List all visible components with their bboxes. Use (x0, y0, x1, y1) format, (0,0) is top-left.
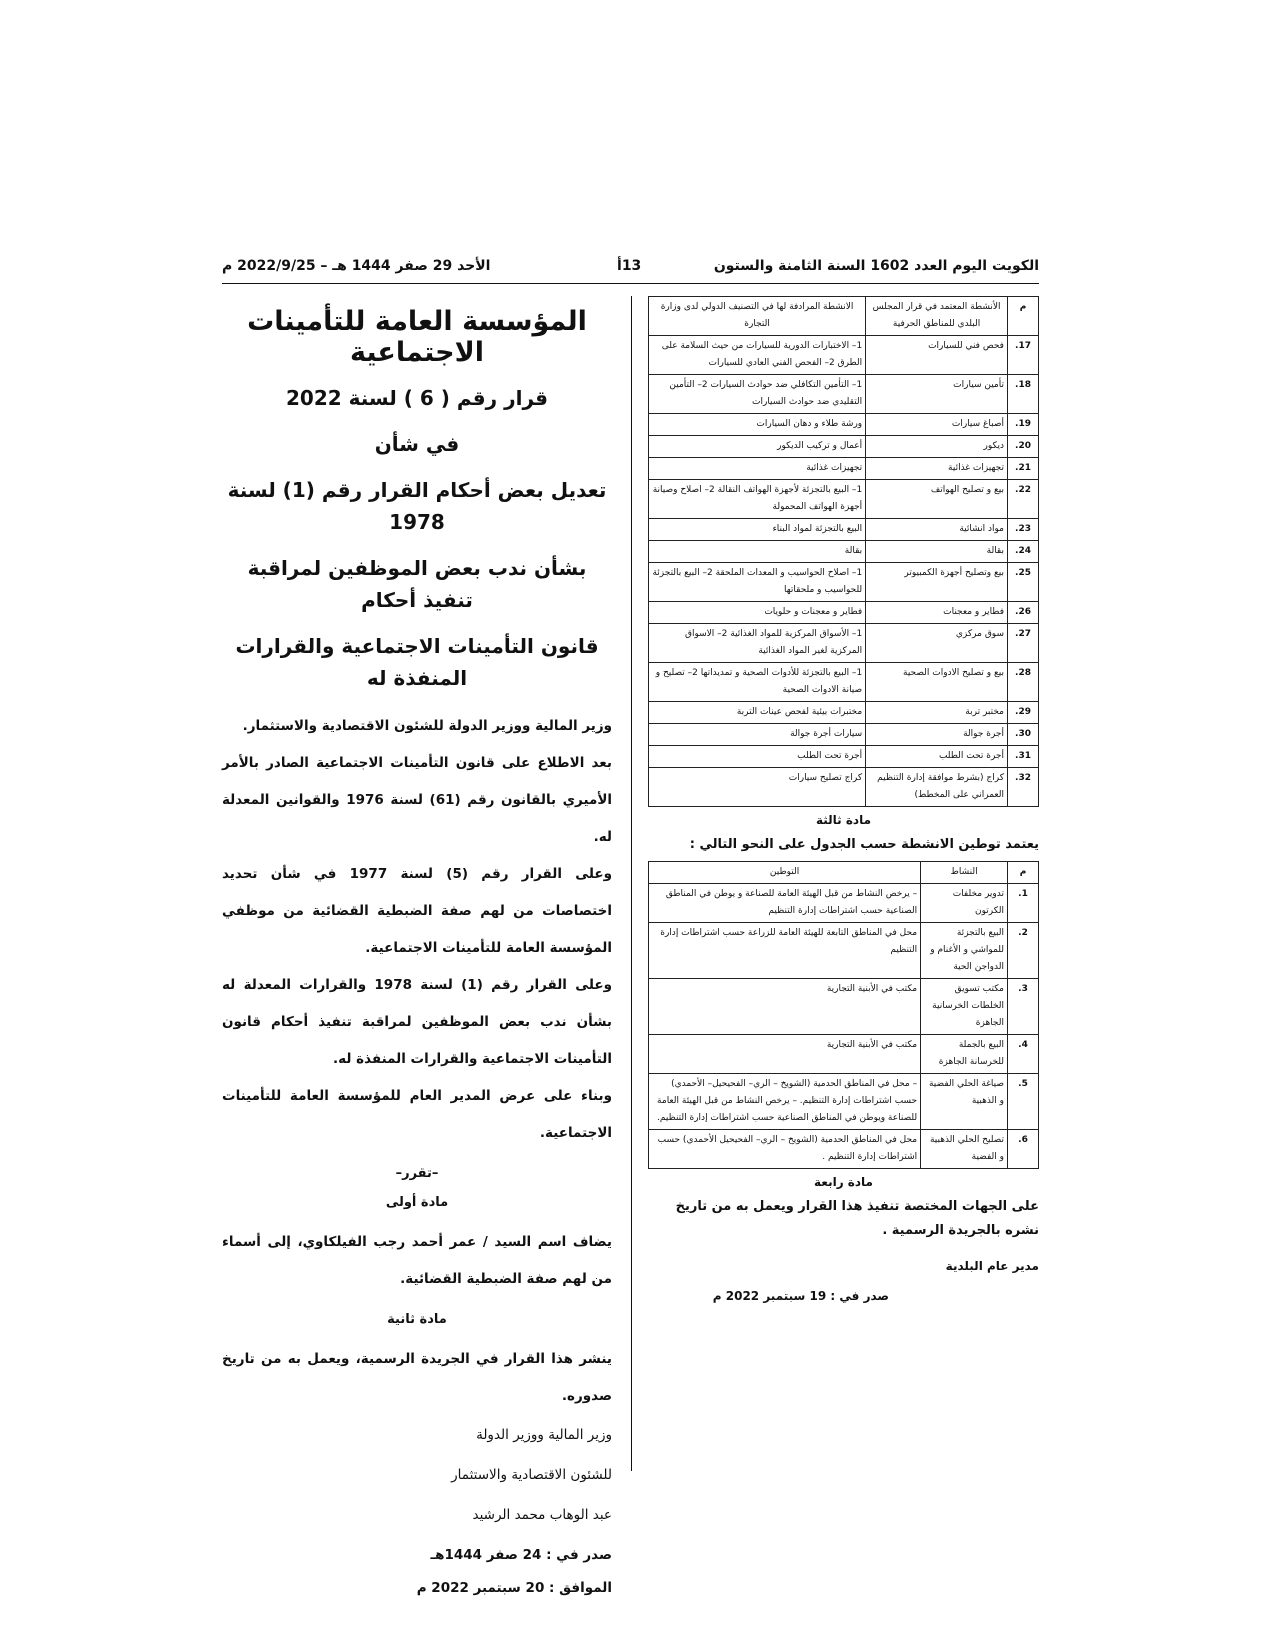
row-number: 24. (1008, 541, 1039, 563)
row-activity: مكتب تسويق الخلطات الخرسانية الجاهزة (921, 979, 1008, 1035)
article-3-text: يعتمد توطين الانشطة حسب الجدول على النحو التالي : (689, 837, 1039, 852)
table-row (649, 724, 1039, 746)
decision-number: قرار رقم ( 6 ) لسنة 2022 (285, 386, 548, 410)
row-detail: البيع بالتجزئة لمواد البناء (649, 519, 866, 541)
col-number-header: م (1008, 862, 1039, 884)
table-header-row (649, 862, 1039, 884)
row-activity: ديكور (866, 436, 1008, 458)
subject-line-1: تعديل بعض أحكام القرار رقم (1) لسنة 1978 (227, 478, 607, 534)
row-activity: البيع بالجملة للخرسانة الجاهزة (921, 1035, 1008, 1074)
row-number: 26. (1008, 602, 1039, 624)
article-1-title: مادة أولى (385, 1195, 449, 1210)
row-detail: فطاير و معجنات و حلويات (649, 602, 866, 624)
table-row (649, 979, 1039, 1035)
table-row (649, 480, 1039, 519)
row-activity: أصباغ سيارات (866, 414, 1008, 436)
article-3-title: مادة ثالثة (815, 813, 872, 827)
subject-line-3: قانون التأمينات الاجتماعية والقرارات المنفذة له (235, 634, 599, 690)
row-detail: – محل في المناطق الحدمية (الشويخ – الري– الفحيحيل– الأحمدي) حسب اشتراطات إدارة التنظيم. – يرخص النشاط من قبل الهيئة العامة للصناعة ويوطن في المناطق الصناعية حسب اشتراطات إدارة التنظيم. (649, 1074, 921, 1130)
header-rule (222, 283, 1039, 284)
row-activity: سوق مركزي (866, 624, 1008, 663)
row-activity: فطاير و معجنات (866, 602, 1008, 624)
table-row (649, 1130, 1039, 1169)
row-activity: بيع وتصليح أجهزة الكمبيوتر (866, 563, 1008, 602)
row-number: 30. (1008, 724, 1039, 746)
row-detail: – يرخص النشاط من قبل الهيئة العامة للصناعة و يوطن في المناطق الصناعية حسب اشتراطات إدارة التنظيم (649, 884, 921, 923)
signatory-title-1: وزير المالية ووزير الدولة (476, 1427, 612, 1443)
preamble-decision-1978: وعلى القرار رقم (1) لسنة 1978 والقرارات المعدلة له بشأن ندب بعض الموظفين لمراقبة تنفيذ أحكام قانون التأمينات الاجتماعية والقرارات المنفذة له. (222, 977, 612, 1067)
row-activity: تأمين سيارات (866, 375, 1008, 414)
article-2-text: ينشر هذا القرار في الجريدة الرسمية، ويعمل به من تاريخ صدوره. (222, 1351, 612, 1404)
row-detail: مكتب في الأبنية التجارية (649, 979, 921, 1035)
decide-label: –تقرر– (395, 1166, 439, 1181)
page-header (222, 258, 1039, 282)
signatory-name: عبد الوهاب محمد الرشيد (472, 1507, 612, 1523)
article-2-title: مادة ثانية (387, 1312, 447, 1327)
table-row (649, 624, 1039, 663)
row-detail: تجهيزات غذائية (649, 458, 866, 480)
activities-table (648, 296, 1039, 807)
row-number: 23. (1008, 519, 1039, 541)
row-activity: بيع و تصليح الهواتف (866, 480, 1008, 519)
row-activity: تدوير مخلفات الكرتون (921, 884, 1008, 923)
issue-date: الأحد 29 صفر 1444 هـ – 2022/9/25 م (222, 258, 491, 274)
page-number: 13أ (617, 258, 642, 274)
issued-gregorian: الموافق : 20 سبتمبر 2022 م (416, 1580, 612, 1596)
row-number: 32. (1008, 768, 1039, 807)
preamble-proposal: وبناء على عرض المدير العام للمؤسسة العامة للتأمينات الاجتماعية. (222, 1088, 612, 1141)
gazette-issue: الكويت اليوم العدد 1602 السنة الثامنة والستون (713, 258, 1039, 274)
row-activity: تجهيزات غذائية (866, 458, 1008, 480)
row-number: 21. (1008, 458, 1039, 480)
row-detail: ورشة طلاء و دهان السيارات (649, 414, 866, 436)
row-detail: أعمال و تركيب الديكور (649, 436, 866, 458)
row-number: 22. (1008, 480, 1039, 519)
row-activity: أجرة تحت الطلب (866, 746, 1008, 768)
preamble-decision-1977: وعلى القرار رقم (5) لسنة 1977 في شأن تحديد اختصاصات من لهم صفة الضبطية القضائية من موظفي المؤسسة العامة للتأمينات الاجتماعية. (222, 866, 613, 956)
row-detail: أجرة تحت الطلب (649, 746, 866, 768)
row-number: 29. (1008, 702, 1039, 724)
col-equivalent-header: الانشطة المرادفة لها في التصنيف الدولي لدى وزارة التجارة (649, 297, 866, 336)
row-activity: تصليح الحلي الذهبية و الفضية (921, 1130, 1008, 1169)
row-activity: بيع و تصليح الادوات الصحية (866, 663, 1008, 702)
column-divider (631, 296, 632, 1471)
row-detail: مكتب في الأبنية التجارية (649, 1035, 921, 1074)
row-number: 31. (1008, 746, 1039, 768)
about-label: في شأن (374, 432, 460, 456)
row-number: 27. (1008, 624, 1039, 663)
article-4-title: مادة رابعة (814, 1175, 873, 1189)
row-detail: 1– البيع بالتجزئة للأدوات الصحية و تمديداتها 2– تصليح و صيانة الادوات الصحية (649, 663, 866, 702)
table-row (649, 375, 1039, 414)
table-row (649, 663, 1039, 702)
row-detail: 1– البيع بالتجزئة لأجهزة الهواتف النقالة 2– اصلاح وصيانة أجهزة الهواتف المحمولة (649, 480, 866, 519)
table-row (649, 1074, 1039, 1130)
row-activity: صياغة الحلي الفضية و الذهبية (921, 1074, 1008, 1130)
row-activity: كراج (بشرط موافقة إدارة التنظيم العمراني على المخطط) (866, 768, 1008, 807)
table-row (649, 563, 1039, 602)
row-detail: محل في المناطق الحدمية (الشويخ – الري– الفحيحيل الأحمدي) حسب اشتراطات إدارة التنظيم . (649, 1130, 921, 1169)
table-row (649, 541, 1039, 563)
row-number: 1. (1008, 884, 1039, 923)
row-detail: بقالة (649, 541, 866, 563)
table-row (649, 414, 1039, 436)
table-row (649, 702, 1039, 724)
row-number: 17. (1008, 336, 1039, 375)
row-activity: البيع بالتجزئة للمواشي و الأغنام و الدواجن الحية (921, 923, 1008, 979)
table-row (649, 1035, 1039, 1074)
table-row (649, 436, 1039, 458)
row-number: 6. (1008, 1130, 1039, 1169)
decision-column (222, 296, 612, 1601)
row-number: 20. (1008, 436, 1039, 458)
article-4-text: على الجهات المختصة تنفيذ هذا القرار ويعمل به من تاريخ نشره بالجريدة الرسمية . (675, 1199, 1039, 1238)
table-row (649, 602, 1039, 624)
subject-line-2: بشأن ندب بعض الموظفين لمراقبة تنفيذ أحكام (247, 556, 587, 612)
row-number: 2. (1008, 923, 1039, 979)
article-1-text: يضاف اسم السيد / عمر أحمد رجب الفيلكاوي، إلى أسماء من لهم صفة الضبطية القضائية. (222, 1234, 612, 1287)
municipality-issued-date: صدر في : 19 سبتمبر 2022 م (712, 1289, 889, 1303)
row-number: 25. (1008, 563, 1039, 602)
row-detail: محل في المناطق التابعة للهيئة العامة للزراعة حسب اشتراطات إدارة التنظيم (649, 923, 921, 979)
table-row (649, 746, 1039, 768)
signatory-title-2: للشئون الاقتصادية والاستثمار (451, 1467, 612, 1483)
table-row (649, 884, 1039, 923)
row-detail: مختبرات بيئية لفحص عينات التربة (649, 702, 866, 724)
localization-table (648, 861, 1039, 1169)
table-row (649, 768, 1039, 807)
row-activity: بقالة (866, 541, 1008, 563)
row-activity: مواد انشائية (866, 519, 1008, 541)
municipality-column (648, 296, 1039, 1311)
col-localization-header: التوطين (649, 862, 921, 884)
table-row (649, 923, 1039, 979)
col-number-header: م (1008, 297, 1039, 336)
row-activity: مختبر تربة (866, 702, 1008, 724)
row-detail: 1– التأمين التكافلي ضد حوادث السيارات 2– التأمين التقليدي ضد حوادث السيارات (649, 375, 866, 414)
col-activity-header: النشاط (921, 862, 1008, 884)
row-number: 18. (1008, 375, 1039, 414)
preamble-law: بعد الاطلاع على قانون التأمينات الاجتماعية الصادر بالأمر الأميري بالقانون رقم (61) لسنة 1976 والقوانين المعدلة له. (222, 755, 612, 845)
row-number: 4. (1008, 1035, 1039, 1074)
row-activity: فحص فني للسيارات (866, 336, 1008, 375)
row-detail: سيارات أجرة جوالة (649, 724, 866, 746)
row-detail: 1– الأسواق المركزية للمواد الغذائية 2– الاسواق المركزية لغير المواد الغذائية (649, 624, 866, 663)
municipality-signatory: مدير عام البلدية (945, 1259, 1039, 1273)
table-row (649, 336, 1039, 375)
row-number: 5. (1008, 1074, 1039, 1130)
issued-hijri: صدر في : 24 صفر 1444هـ (430, 1547, 612, 1563)
row-detail: 1– الاختبارات الدورية للسيارات من حيث السلامة على الطرق 2– الفحص الفني العادي للسيارات (649, 336, 866, 375)
organization-title: المؤسسة العامة للتأمينات الاجتماعية (247, 306, 587, 368)
row-activity: أجرة جوالة (866, 724, 1008, 746)
row-detail: 1– اصلاح الحواسيب و المعدات الملحقة 2– البيع بالتجزئة للحواسيب و ملحقاتها (649, 563, 866, 602)
row-number: 19. (1008, 414, 1039, 436)
table-row (649, 458, 1039, 480)
table-header-row (649, 297, 1039, 336)
table-row (649, 519, 1039, 541)
row-number: 3. (1008, 979, 1039, 1035)
col-approved-header: الأنشطة المعتمد في قرار المجلس البلدي للمناطق الحرفية (866, 297, 1008, 336)
row-number: 28. (1008, 663, 1039, 702)
preamble-minister: وزير المالية ووزير الدولة للشئون الاقتصادية والاستثمار. (242, 718, 612, 734)
row-detail: كراج تصليح سيارات (649, 768, 866, 807)
